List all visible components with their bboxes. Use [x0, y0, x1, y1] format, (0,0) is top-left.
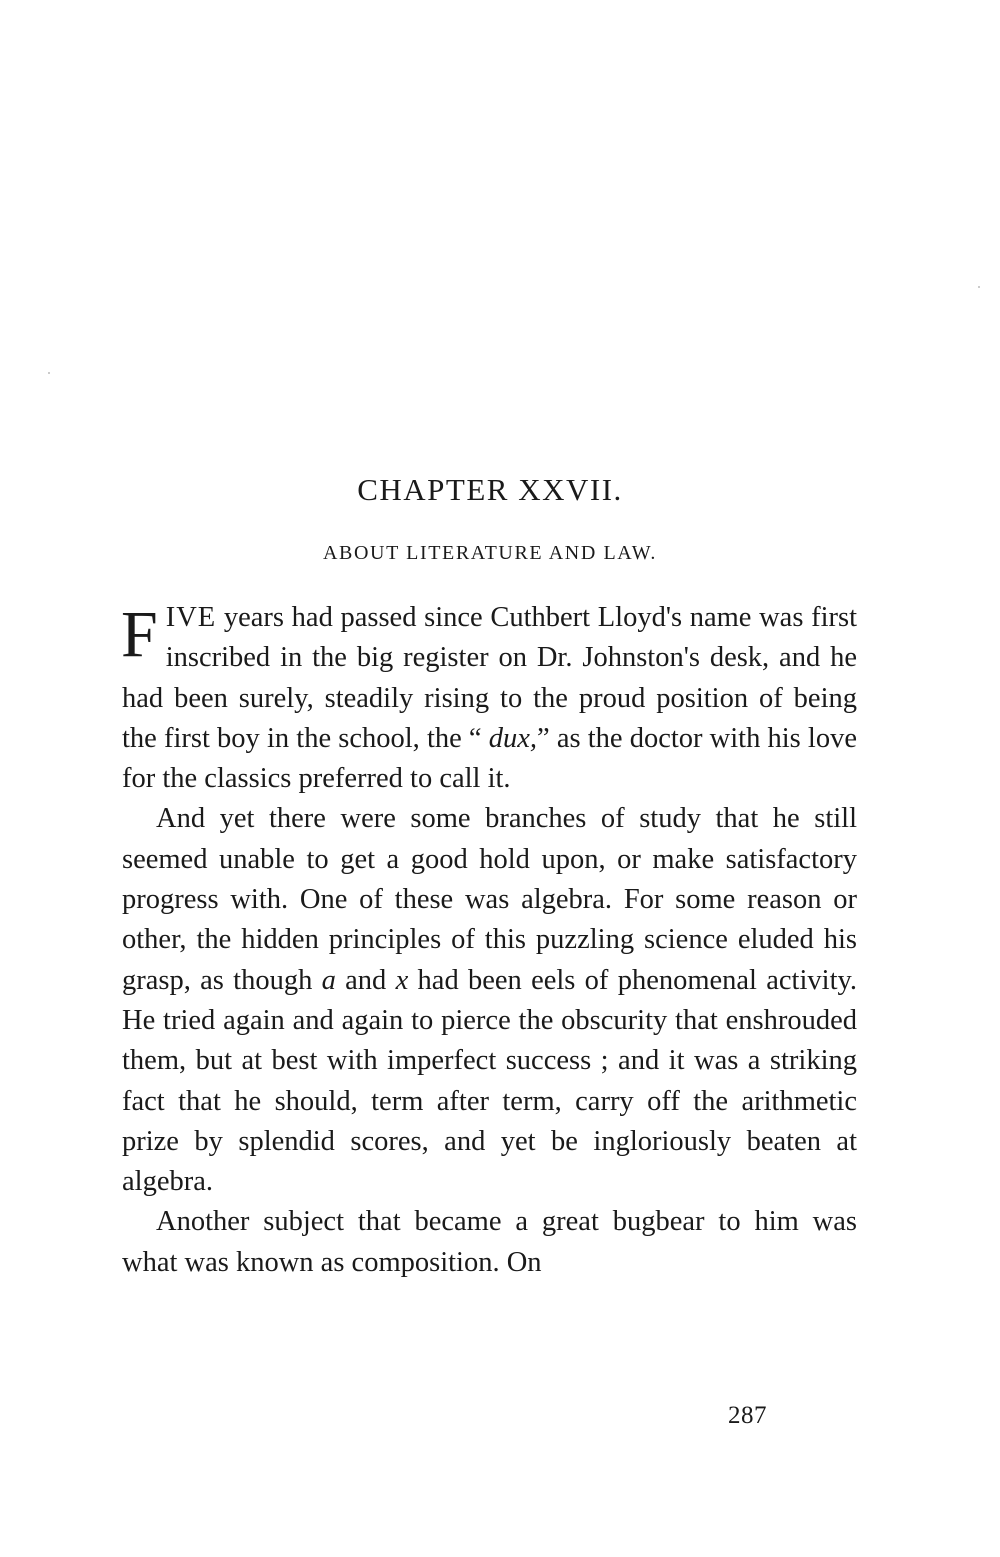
paragraph-1-text-b: ” as the doctor with his love for the classics preferred to call it.	[122, 722, 858, 795]
chapter-title-text: CHAPTER XXVII.	[357, 472, 623, 507]
page-number: 287	[728, 1402, 767, 1429]
paragraph-2-text-b: and	[335, 964, 396, 996]
speck-mark	[978, 286, 980, 288]
italic-var-x: x	[395, 964, 409, 996]
paragraph-2-text-c: had been eels of phenomenal activity. He tried again and again to pierce the obscurity that enshrouded them, but at best with imperfect success ; and it was a striking fact that he should, term after term, carry off the arithmetic prize by splendid scores, and yet be ingloriously beaten at algebra.	[122, 964, 858, 1198]
paragraph-1	[122, 598, 857, 799]
paragraph-1-text-a: years had passed since Cuthbert Lloyd's name was first inscribed in the big register on Dr. Johnston's desk, and he had been surely, steadily rising to the proud position of being the first boy in the school, the “	[122, 602, 857, 754]
paragraph-2	[122, 799, 857, 1202]
lead-word: IVE	[165, 602, 217, 633]
paragraph-2-text-a: And yet there were some branches of study that he still seemed unable to get a good hold upon, or make satisfactory progress with. One of these was algebra. For some reason or other, the hidden principles of this puzzling science eluded his grasp, as though	[122, 803, 857, 996]
drop-cap: F	[121, 598, 158, 671]
body-text	[122, 598, 857, 1283]
chapter-title	[0, 472, 990, 508]
chapter-subtitle-text: ABOUT LITERATURE AND LAW.	[323, 542, 657, 564]
italic-var-a: a	[321, 964, 336, 996]
italic-dux: dux,	[488, 722, 538, 754]
chapter-subtitle	[0, 542, 990, 565]
paragraph-3	[122, 1202, 857, 1283]
speck-mark	[48, 372, 50, 374]
paragraph-3-text: Another subject that became a great bugbear to him was what was known as composition. On	[122, 1206, 857, 1278]
